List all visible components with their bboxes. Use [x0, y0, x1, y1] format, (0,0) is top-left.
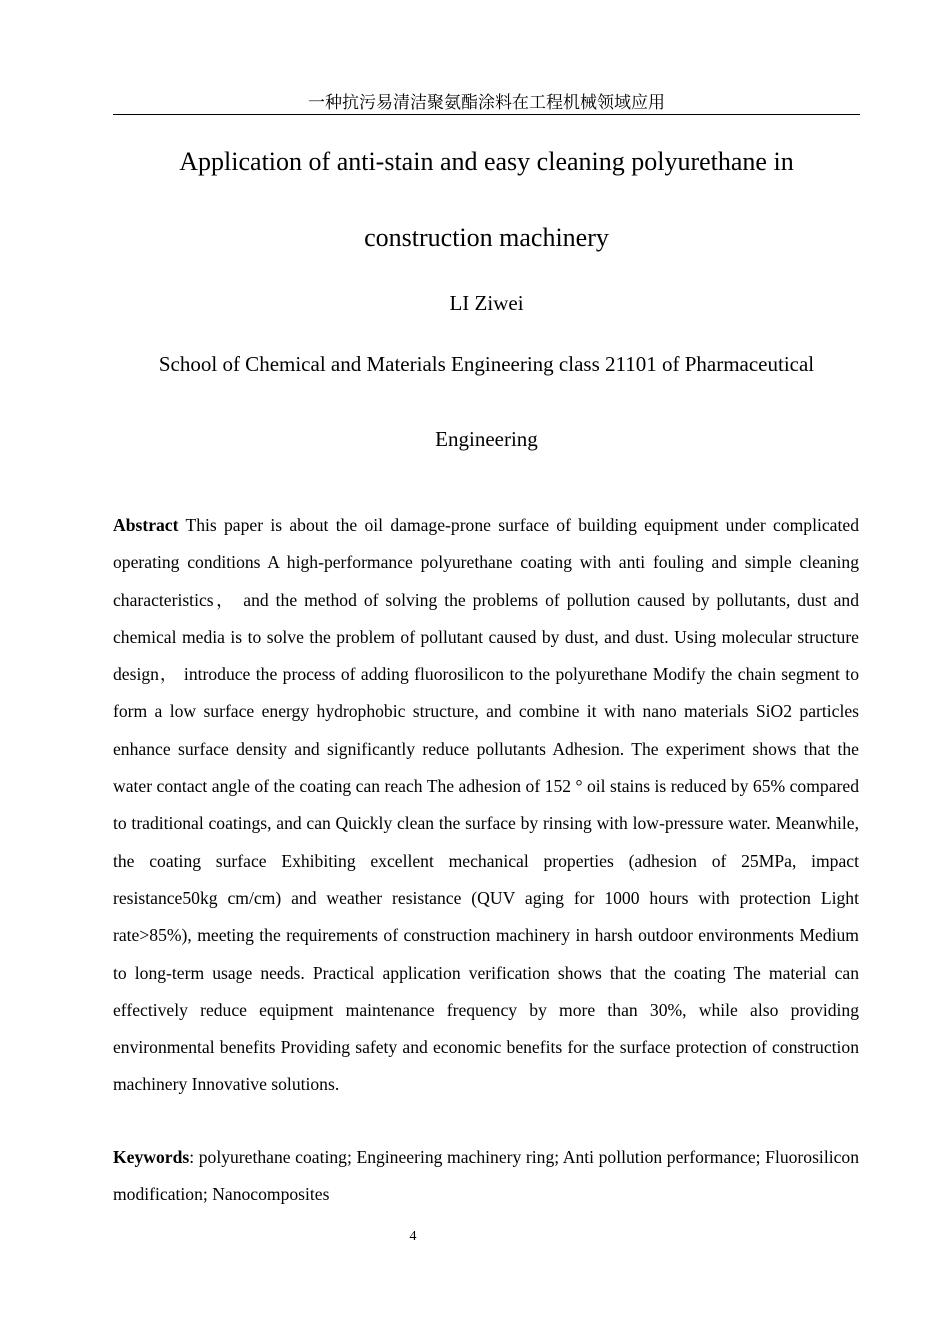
- keywords-separator: :: [189, 1147, 195, 1167]
- running-header: 一种抗污易清洁聚氨酯涂料在工程机械领域应用: [113, 92, 860, 115]
- page-number: 4: [409, 1229, 417, 1244]
- keywords-paragraph: [113, 1139, 859, 1214]
- author-affiliation: School of Chemical and Materials Engineering class 21101 of Pharmaceutical Engineering: [158, 352, 815, 451]
- abstract-label: Abstract: [113, 515, 179, 535]
- paper-title: Application of anti-stain and easy cleaning polyurethane in construction machinery: [179, 147, 794, 252]
- keywords-text: polyurethane coating; Engineering machinery ring; Anti pollution performance; Fluorosilicon modification; Nanocomposites: [113, 1147, 859, 1205]
- author-name: LI Ziwei: [449, 291, 524, 315]
- keywords-label: Keywords: [113, 1147, 190, 1167]
- abstract-text: This paper is about the oil damage-prone surface of building equipment under complicated operating conditions A high-performance polyurethane coating with anti fouling and simple cleaning characteristics， and the method of solving the problems of pollution caused by pollutants, dust and chemical media is to solve the problem of pollutant caused by dust, and dust. Using molecular structure design， introduce the process of adding fluorosilicon to the polyurethane Modify the chain segment to form a low surface energy hydrophobic structure, and combine it with nano materials SiO2 particles enhance surface density and significantly reduce pollutants Adhesion. The experiment shows that the water contact angle of the coating can reach The adhesion of 152 ° oil stains is reduced by 65% compared to traditional coatings, and can Quickly clean the surface by rinsing with low-pressure water. Meanwhile, the coating surface Exhibiting excellent mechanical properties (adhesion of 25MPa, impact resistance50kg cm/cm) and weather resistance (QUV aging for 1000 hours with protection Light rate>85%), meeting the requirements of construction machinery in harsh outdoor environments Medium to long-term usage needs. Practical application verification shows that the coating The material can effectively reduce equipment maintenance frequency by more than 30%, while also providing environmental benefits Providing safety and economic benefits for the surface protection of construction machinery Innovative solutions.: [113, 515, 859, 1095]
- abstract-paragraph: [113, 507, 859, 1104]
